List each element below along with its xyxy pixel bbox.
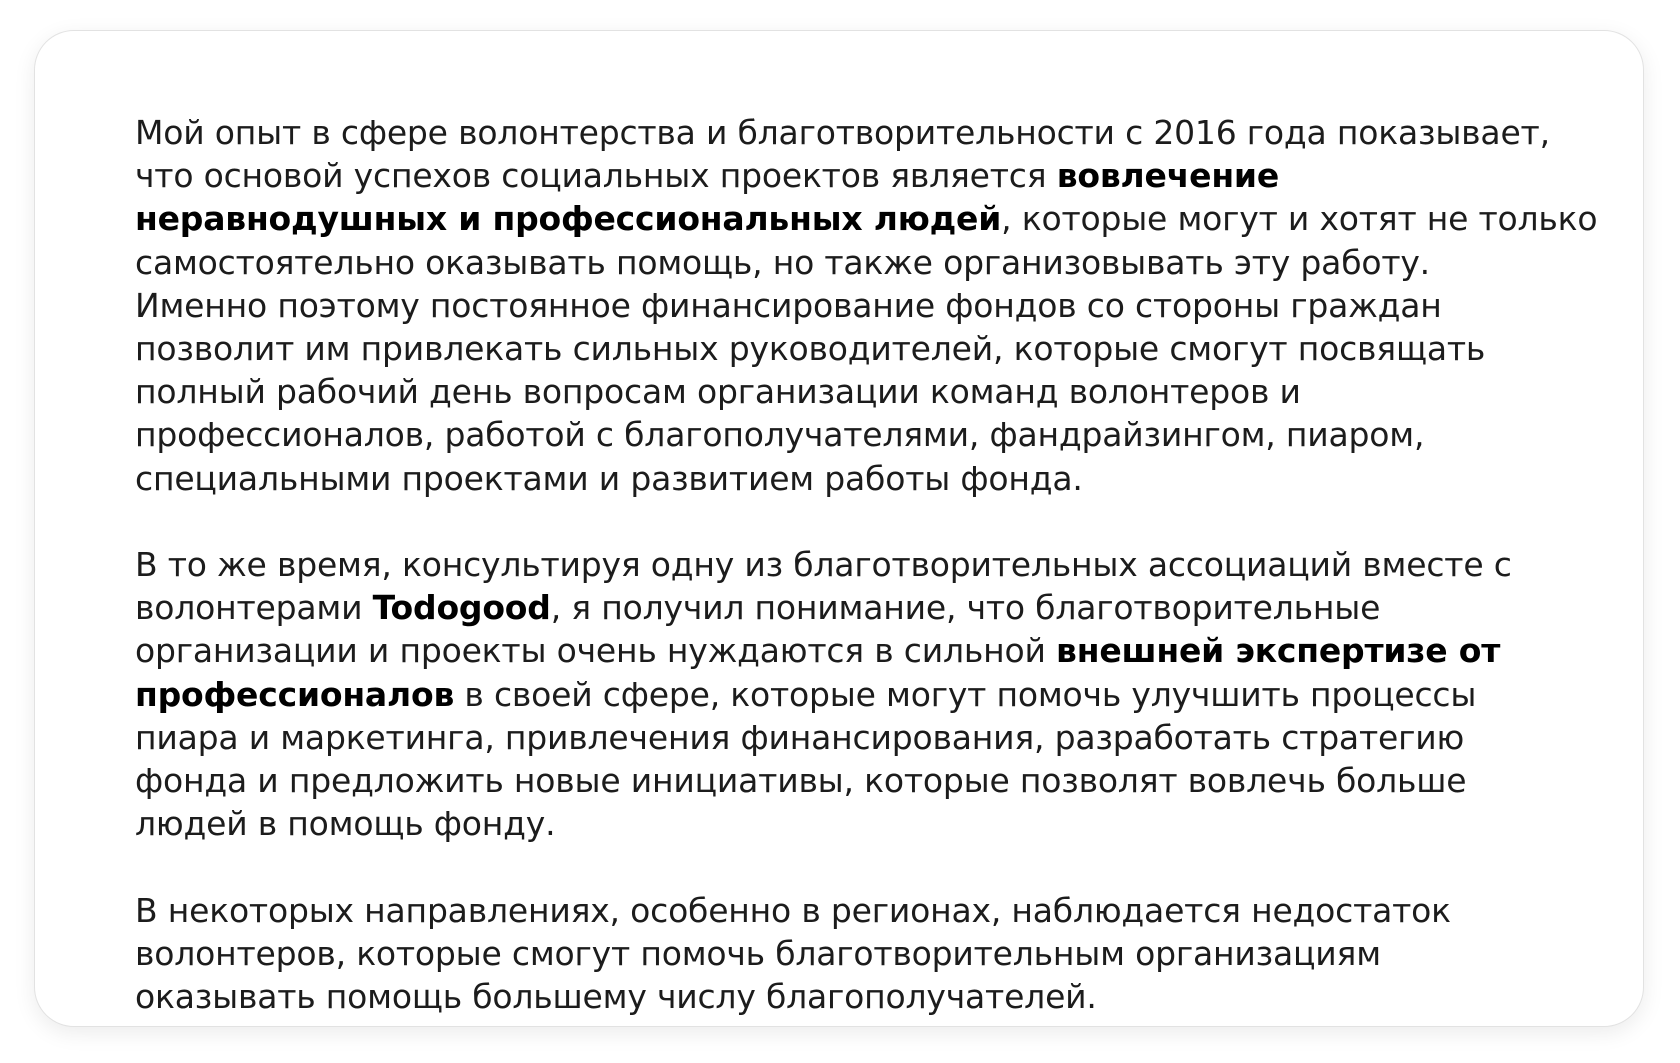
text-segment: В то же время, консультируя одну из благотворительных ассоциаций вместе с — [135, 545, 1512, 585]
bold-text-segment: неравнодушных и профессиональных людей — [135, 199, 1002, 239]
text-segment: , я получил понимание, что благотворительные — [550, 588, 1381, 628]
text-segment: полный рабочий день вопросам организации команд волонтеров и — [135, 372, 1301, 412]
text-segment: , которые могут и хотят не только — [1001, 199, 1598, 239]
text-segment: специальными проектами и развитием работы фонда. — [135, 458, 1083, 498]
bold-text-segment: профессионалов — [135, 674, 455, 714]
text-line — [135, 545, 1512, 584]
text-line — [135, 156, 1279, 195]
text-segment: В некоторых направлениях, особенно в регионах, наблюдается недостаток — [135, 890, 1451, 930]
bold-text-segment: внешней экспертизе от — [1056, 631, 1501, 671]
text-line — [135, 415, 1424, 454]
text-segment: Мой опыт в сфере волонтерства и благотворительности с 2016 года показывает, — [135, 113, 1550, 152]
paragraph — [135, 543, 1635, 845]
text-line — [135, 372, 1301, 411]
text-line — [135, 329, 1485, 368]
text-segment: что основой успехов социальных проектов является — [135, 156, 1057, 196]
text-segment: организации и проекты очень нуждаются в сильной — [135, 631, 1057, 671]
text-segment: в своей сфере, которые могут помочь улучшить процессы — [454, 674, 1477, 714]
text-line — [135, 804, 555, 843]
text-line — [135, 761, 1466, 800]
text-line — [135, 588, 1380, 627]
text-line — [135, 934, 1381, 973]
text-segment: профессионалов, работой с благополучателями, фандрайзингом, пиаром, — [135, 415, 1425, 455]
bold-text-segment: вовлечение — [1056, 156, 1280, 196]
paragraph — [135, 111, 1635, 500]
text-segment: волонтеров, которые смогут помочь благотворительным организациям — [135, 933, 1381, 973]
text-line — [135, 113, 1550, 152]
text-line — [135, 631, 1500, 670]
text-card — [34, 30, 1644, 1027]
bold-text-segment: Todogood — [372, 588, 551, 628]
text-line — [135, 459, 1083, 498]
text-segment: фонда и предложить новые инициативы, которые позволят вовлечь больше — [135, 761, 1467, 801]
text-line — [135, 891, 1451, 930]
text-segment: пиара и маркетинга, привлечения финансирования, разработать стратегию — [135, 717, 1465, 757]
text-segment: людей в помощь фонду. — [135, 804, 556, 844]
text-line — [135, 199, 1597, 238]
text-line — [135, 718, 1464, 757]
text-line — [135, 977, 1097, 1016]
text-segment: волонтерами — [135, 588, 373, 628]
text-segment: позволит им привлекать сильных руководителей, которые смогут посвящать — [135, 329, 1486, 369]
article-body — [135, 111, 1635, 1018]
text-line — [135, 286, 1442, 325]
text-segment: оказывать помощь большему числу благополучателей. — [135, 977, 1097, 1017]
text-line — [135, 243, 1430, 282]
paragraph — [135, 889, 1635, 1019]
text-segment: самостоятельно оказывать помощь, но также организовывать эту работу. — [135, 242, 1430, 282]
text-line — [135, 675, 1476, 714]
text-segment: Именно поэтому постоянное финансирование фондов со стороны граждан — [135, 285, 1442, 325]
